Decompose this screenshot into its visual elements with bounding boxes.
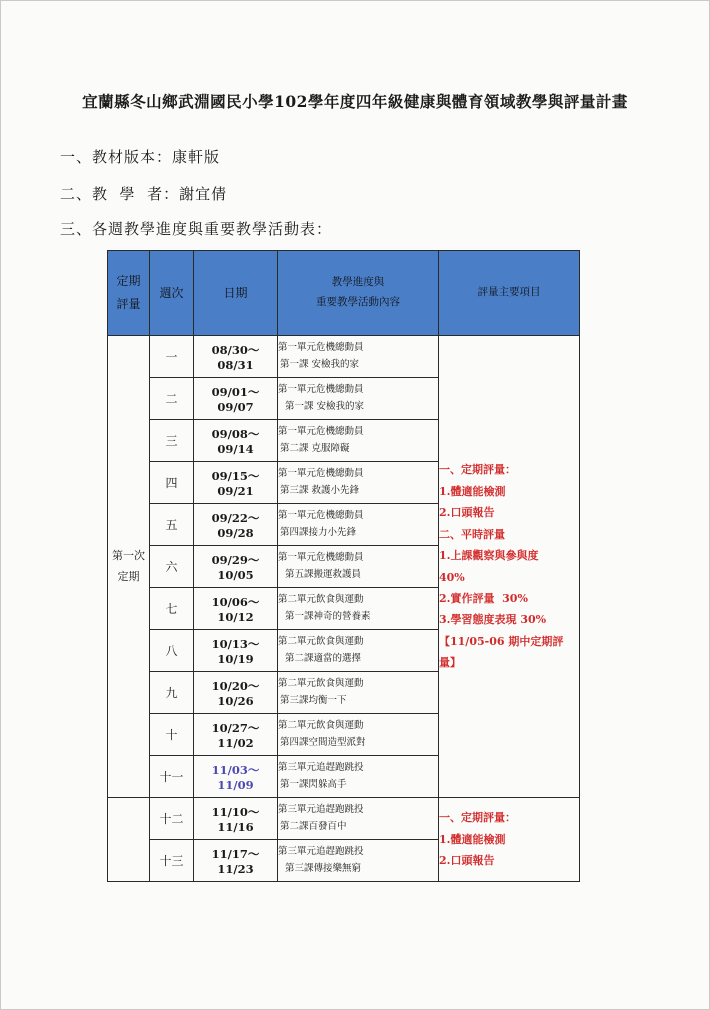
period-cell-first: [108, 336, 150, 798]
eval-item: 1.體適能檢測: [439, 832, 506, 846]
lesson-text: 第三課傳接樂無窮: [285, 862, 362, 874]
eval-item: 【11/05-06 期中定期評量】: [439, 634, 564, 670]
unit-text: 第二單元飲食與運動: [278, 677, 364, 689]
eval-item: 2.口頭報告: [439, 506, 495, 520]
unit-text: 第三單元追趕跑跳投: [278, 845, 364, 857]
section-textbook-version: 一、教材版本：康軒版: [60, 148, 221, 166]
date-cell: 09/01～09/07: [194, 378, 278, 420]
date-cell: 09/15～09/21: [194, 462, 278, 504]
unit-text: 第一單元危機總動員: [278, 509, 364, 521]
unit-text: 第一單元危機總動員: [278, 551, 364, 563]
date-cell: 10/20～10/26: [194, 672, 278, 714]
eval-item: 1.上課觀察與參與度: [439, 549, 539, 563]
header-week: 週次: [150, 251, 194, 336]
unit-text: 第一單元危機總動員: [278, 383, 364, 395]
date-cell: 09/22～09/28: [194, 504, 278, 546]
date-cell: 11/17～11/23: [194, 840, 278, 882]
week-cell: 七: [150, 588, 194, 630]
lesson-text: 第三課 救護小先鋒: [280, 484, 360, 496]
date-cell: 10/27～11/02: [194, 714, 278, 756]
header-content: [278, 251, 439, 336]
week-cell: 二: [150, 378, 194, 420]
lesson-text: 第五課搬運救護員: [285, 568, 362, 580]
document-title: 宜蘭縣冬山鄉武淵國民小學102學年度四年級健康與體育領域教學與評量計畫: [82, 92, 628, 111]
week-cell: 五: [150, 504, 194, 546]
table-row: [108, 336, 580, 378]
period-label-line2: 定期: [117, 569, 140, 583]
content-cell: [278, 462, 439, 504]
content-cell: [278, 378, 439, 420]
lesson-text: 第一課神奇的營養素: [285, 610, 371, 622]
content-cell: [278, 420, 439, 462]
header-content-line2: 重要教學活動內容: [316, 296, 400, 308]
content-cell: [278, 588, 439, 630]
period-cell-second: [108, 798, 150, 882]
lesson-text: 第二課適當的選擇: [285, 652, 362, 664]
unit-text: 第三單元追趕跑跳投: [278, 761, 364, 773]
unit-text: 第二單元飲食與運動: [278, 593, 364, 605]
lesson-text: 第一課 安檢我的家: [285, 400, 365, 412]
lesson-text: 第四課接力小先鋒: [280, 526, 357, 538]
eval-item: 2.實作評量 30%: [439, 591, 528, 605]
eval-item: 40%: [439, 570, 465, 584]
lesson-text: 第一課 安檢我的家: [280, 358, 360, 370]
eval-item: 二、平時評量: [439, 527, 505, 541]
unit-text: 第一單元危機總動員: [278, 425, 364, 437]
date-cell: 09/08～09/14: [194, 420, 278, 462]
week-cell: 九: [150, 672, 194, 714]
week-cell: 十三: [150, 840, 194, 882]
lesson-text: 第二課百發百中: [280, 820, 347, 832]
content-cell: [278, 798, 439, 840]
unit-text: 第一單元危機總動員: [278, 341, 364, 353]
table-row: [108, 798, 580, 840]
content-cell: [278, 840, 439, 882]
week-cell: 四: [150, 462, 194, 504]
content-cell: [278, 336, 439, 378]
header-period-line1: 定期: [116, 274, 141, 289]
date-cell: 09/29～10/05: [194, 546, 278, 588]
content-cell: [278, 630, 439, 672]
content-cell: [278, 672, 439, 714]
week-cell: 十二: [150, 798, 194, 840]
section-schedule-heading: 三、各週教學進度與重要教學活動表：: [60, 220, 333, 238]
header-period: [108, 251, 150, 336]
unit-text: 第二單元飲食與運動: [278, 635, 364, 647]
date-cell: 11/10～11/16: [194, 798, 278, 840]
unit-text: 第二單元飲食與運動: [278, 719, 364, 731]
date-cell-highlighted: 11/03～11/09: [194, 756, 278, 798]
lesson-text: 第二課 克服障礙: [280, 442, 350, 454]
week-cell: 十: [150, 714, 194, 756]
date-cell: 10/13～10/19: [194, 630, 278, 672]
week-cell: 六: [150, 546, 194, 588]
week-cell: 三: [150, 420, 194, 462]
schedule-table: [107, 250, 580, 882]
lesson-text: 第三課均衡一下: [280, 694, 347, 706]
unit-text: 第一單元危機總動員: [278, 467, 364, 479]
content-cell: [278, 546, 439, 588]
content-cell: [278, 714, 439, 756]
table-header-row: [108, 251, 580, 336]
period-label-line1: 第一次: [112, 548, 145, 562]
header-period-line2: 評量: [116, 297, 141, 311]
header-eval: 評量主要項目: [439, 251, 580, 336]
week-cell: 一: [150, 336, 194, 378]
eval-item: 1.體適能檢測: [439, 484, 506, 498]
eval-cell-second: [439, 798, 580, 882]
eval-item: 2.口頭報告: [439, 854, 495, 868]
lesson-text: 第一課閃躲高手: [280, 778, 347, 790]
eval-item: 一、定期評量：: [439, 463, 516, 477]
content-cell: [278, 504, 439, 546]
eval-item: 一、定期評量：: [439, 811, 516, 825]
header-date: 日期: [194, 251, 278, 336]
section-teacher: 二、教 學 者：謝宜倩: [60, 185, 228, 203]
date-cell: 10/06～10/12: [194, 588, 278, 630]
content-cell: [278, 756, 439, 798]
week-cell: 八: [150, 630, 194, 672]
eval-cell-first: [439, 336, 580, 798]
unit-text: 第三單元追趕跑跳投: [278, 803, 364, 815]
week-cell: 十一: [150, 756, 194, 798]
lesson-text: 第四課空間造型派對: [280, 736, 366, 748]
eval-item: 3.學習態度表現 30%: [439, 613, 547, 627]
date-cell: 08/30～08/31: [194, 336, 278, 378]
header-content-line1: 教學進度與: [331, 276, 385, 289]
